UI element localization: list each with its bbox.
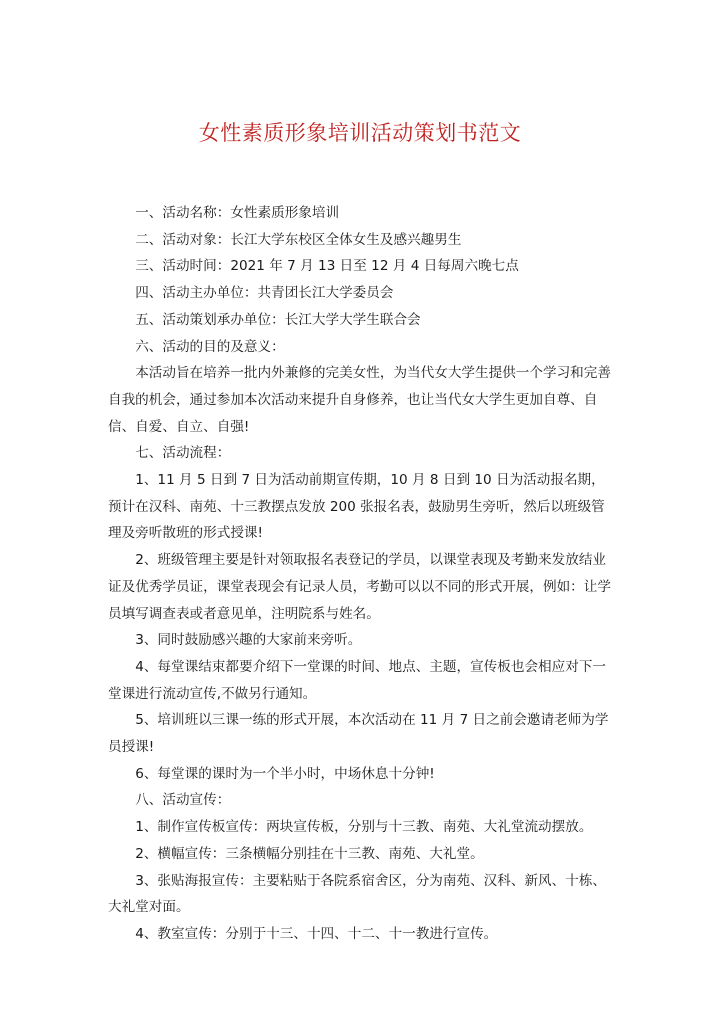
paragraph-undertaker: 五、活动策划承办单位：长江大学大学生联合会: [135, 311, 421, 328]
heading-publicity: 八、活动宣传：: [135, 792, 231, 809]
paragraph-purpose: 本活动旨在培养一批内外兼修的完美女性，为当代女大学生提供一个学习和完善自我的机会，通过参加本次活动来提升自身修养，也让当代女大学生更加自尊、自信、自爱、自立、自强!: [108, 365, 611, 435]
paragraph-publicity-2: 2、横幅宣传：三条横幅分别挂在十三教、南苑、大礼堂。: [135, 845, 484, 862]
heading-process: 七、活动流程：: [135, 445, 231, 462]
paragraph-publicity-4: 4、教室宣传：分别于十三、十四、十二、十一教进行宣传。: [135, 925, 498, 942]
paragraph-publicity-1: 1、制作宣传板宣传：两块宣传板，分别与十三教、南苑、大礼堂流动摆放。: [135, 819, 593, 836]
paragraph-organizer: 四、活动主办单位：共青团长江大学委员会: [135, 285, 394, 302]
paragraph-process-6: 6、每堂课的课时为一个半小时，中场休息十分钟!: [135, 765, 435, 782]
paragraph-publicity-3: 3、张贴海报宣传：主要粘贴于各院系宿舍区，分为南苑、汉科、新风、十栋、大礼堂对面。: [108, 872, 607, 916]
paragraph-activity-target: 二、活动对象：长江大学东校区全体女生及感兴趣男生: [135, 231, 462, 248]
document-title: 女性素质形象培训活动策划书范文: [198, 121, 522, 145]
document-body: [108, 200, 618, 948]
heading-purpose: 六、活动的目的及意义：: [135, 338, 285, 355]
paragraph-process-2: 2、班级管理主要是针对领取报名表登记的学员，以课堂表现及考勤来发放结业证及优秀学员证，课堂表现会有记录人员，考勤可以以不同的形式开展，例如：让学员填写调查表或者意见单，注明院系与姓名。: [108, 552, 611, 622]
paragraph-activity-name: 一、活动名称：女性素质形象培训: [135, 205, 340, 221]
paragraph-process-1: 1、11 月 5 日到 7 日为活动前期宣传期，10 月 8 日到 10 日为活动报名期，预计在汉科、南苑、十三教摆点发放 200 张报名表，鼓励男生旁听，然后以班级管理及旁听散班的形式授课!: [108, 472, 605, 542]
paragraph-process-5: 5、培训班以三课一练的形式开展，本次活动在 11 月 7 日之前会邀请老师为学员授课!: [108, 712, 609, 756]
paragraph-process-4: 4、每堂课结束都要介绍下一堂课的时间、地点、主题，宣传板也会相应对下一堂课进行流动宣传,不做另行通知。: [108, 658, 607, 702]
paragraph-process-3: 3、同时鼓励感兴趣的大家前来旁听。: [135, 632, 362, 649]
paragraph-activity-time: 三、活动时间：2021 年 7 月 13 日至 12 月 4 日每周六晚七点: [135, 258, 519, 275]
